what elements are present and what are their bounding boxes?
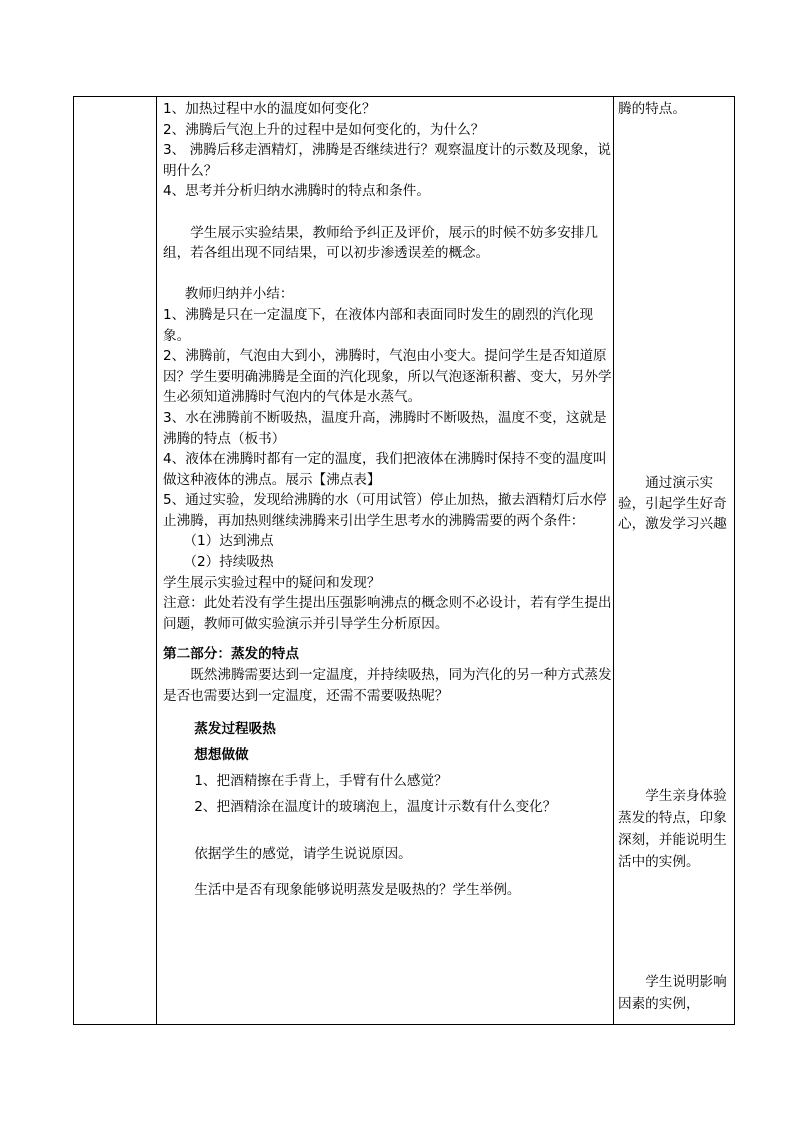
condition-1: （1）达到沸点: [183, 533, 274, 550]
summary-item-4: 4、液体在沸腾时都有一定的温度，我们把液体在沸腾时保持不变的温度叫做这种液体的沸点。展示【沸点表】: [163, 451, 607, 488]
think-item-2: 2、把酒精涂在温度计的玻璃泡上，温度计示数有什么变化？: [194, 799, 557, 816]
question-1: 1、加热过程中水的温度如何变化？: [163, 101, 376, 117]
design-intent-cell: [614, 97, 735, 1024]
side-note-1: 腾的特点。: [618, 101, 686, 117]
student-show-paragraph: 学生展示实验结果，教师给予纠正及评价，展示的时候不妨多安排几组，若各组出现不同结果，可以初步渗透误差的概念。: [163, 224, 598, 262]
attention-note: 注意：此处若没有学生提出压强影响沸点的概念则不必设计，若有学生提出问题，教师可做实验演示并引导学生分析原因。: [163, 595, 612, 632]
part2-intro: 既然沸腾需要达到一定温度，并持续吸热，同为汽化的另一种方式蒸发是否也需要达到一定温度，还需不需要吸热呢？: [163, 667, 612, 704]
reason-line: 依据学生的感觉，请学生说说原因。: [194, 845, 412, 862]
question-line: 学生展示实验过程中的疑问和发现？: [163, 574, 381, 591]
condition-2: （2）持续吸热: [183, 554, 274, 571]
summary-item-5: 5、通过实验，发现给沸腾的水（可用试管）停止加热，撤去酒精灯后水停止沸腾，再加热则继续沸腾来引出学生思考水的沸腾需要的两个条件：: [163, 492, 607, 529]
lesson-table: [73, 96, 735, 1025]
side-note-4: 学生说明影响因素的实例，: [618, 974, 727, 1012]
evaporation-title: 蒸发过程吸热: [194, 721, 276, 738]
question-4: 4、思考并分析归纳水沸腾时的特点和条件。: [163, 183, 430, 200]
summary-item-2: 2、沸腾前，气泡由大到小，沸腾时，气泡由小变大。提问学生是否知道原因？学生要明确沸腾是全面的汽化现象，所以气泡逐渐积蓄、变大，另外学生必须知道沸腾时气泡内的气体是水蒸气。: [163, 348, 612, 406]
summary-item-3: 3、水在沸腾前不断吸热，温度升高，沸腾时不断吸热，温度不变，这就是沸腾的特点（板书）: [163, 409, 607, 447]
think-and-do-title: 想想做做: [194, 747, 249, 764]
side-note-3: 学生亲身体验蒸发的特点，印象深刻，并能说明生活中的实例。: [618, 788, 727, 870]
question-2: 2、沸腾后气泡上升的过程中是如何变化的，为什么？: [163, 121, 485, 138]
think-item-1: 1、把酒精擦在手背上，手臂有什么感觉？: [194, 773, 448, 790]
teacher-summary-title: 教师归纳并小结：: [184, 286, 294, 303]
question-3: 3、 沸腾后移走酒精灯，沸腾是否继续进行？观察温度计的示数及现象，说明什么？: [163, 142, 611, 179]
side-note-2: 通过演示实验，引起学生好奇心，激发学习兴趣: [618, 475, 727, 533]
life-example-line: 生活中是否有现象能够说明蒸发是吸热的？学生举例。: [194, 881, 521, 898]
teaching-process-cell: [157, 97, 613, 1024]
summary-item-1: 1、沸腾是只在一定温度下，在液体内部和表面同时发生的剧烈的汽化现象。: [163, 306, 594, 344]
part2-title: 第二部分：蒸发的特点: [163, 646, 299, 663]
